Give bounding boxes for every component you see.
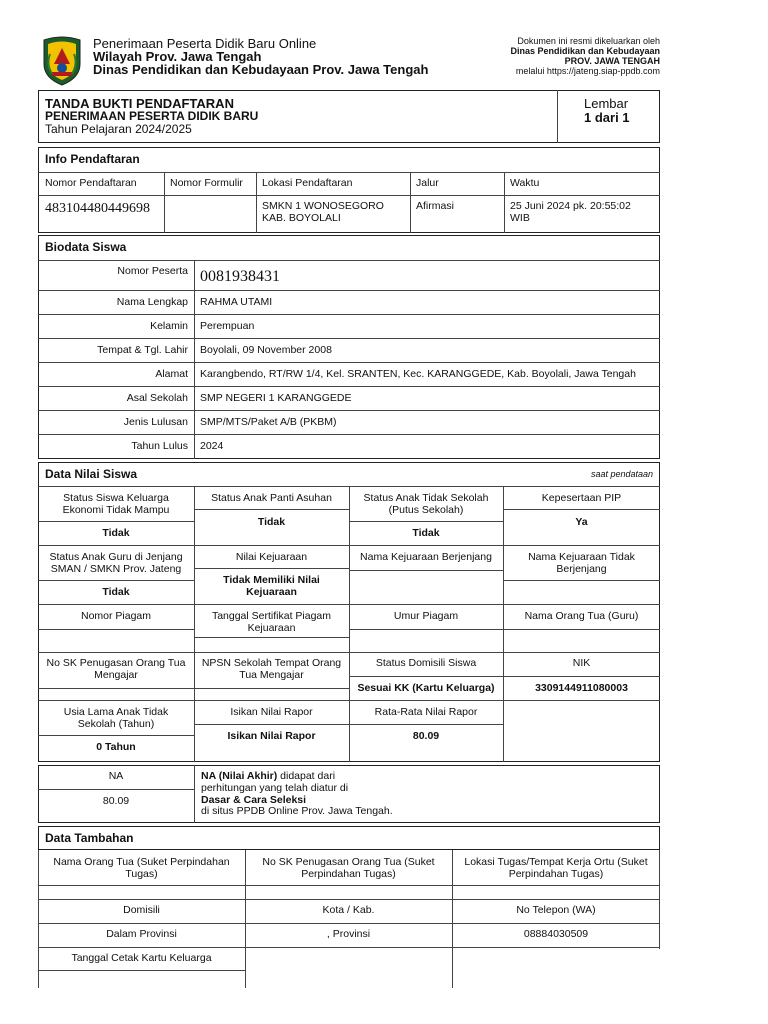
- nilai-value-putus-sekolah: Tidak: [412, 527, 440, 539]
- nilai-value-nik: 3309144911080003: [535, 682, 628, 694]
- bio-label-kelamin: Kelamin: [150, 320, 188, 332]
- bio-label-alamat: Alamat: [155, 368, 188, 380]
- title-line3: Tahun Pelajaran 2024/2025: [45, 122, 192, 136]
- issuer-line4: melalui https://jateng.siap-ppdb.com: [515, 66, 660, 76]
- nilai-label-usia-tidak-sekolah: Usia Lama Anak Tidak Sekolah (Tahun): [63, 706, 169, 730]
- tambahan-header-lokasi-tugas: Lokasi Tugas/Tempat Kerja Ortu (Suket Perpindahan Tugas): [464, 856, 648, 880]
- nilai-label-isikan-rapor: Isikan Nilai Rapor: [230, 706, 313, 718]
- nilai-value-anak-guru: Tidak: [102, 586, 130, 598]
- nilai-label-panti: Status Anak Panti Asuhan: [211, 492, 332, 504]
- logo: [40, 34, 84, 86]
- tambahan-value-telepon: 08884030509: [523, 928, 589, 940]
- info-section-title: Info Pendaftaran: [45, 152, 140, 166]
- bio-label-nomor-peserta: Nomor Peserta: [117, 265, 188, 277]
- nilai-value-pip: Ya: [575, 516, 588, 528]
- info-header-nomor-formulir: Nomor Formulir: [170, 177, 243, 189]
- bio-value-tahun-lulus: 2024: [200, 440, 224, 452]
- bio-value-asal-sekolah: SMP NEGERI 1 KARANGGEDE: [200, 392, 352, 404]
- na-note-bold2: Dasar & Cara Seleksi: [201, 793, 307, 806]
- na-note-text1: didapat dari: [277, 770, 336, 782]
- tambahan-header-tanggal-cetak-kk: Tanggal Cetak Kartu Keluarga: [71, 952, 212, 964]
- bio-value-nomor-peserta: 0081938431: [200, 268, 280, 285]
- nilai-note: saat pendataan: [590, 469, 653, 479]
- tambahan-header-telepon: No Telepon (WA): [516, 904, 596, 916]
- nilai-label-putus-sekolah: Status Anak Tidak Sekolah (Putus Sekolah): [363, 492, 489, 516]
- lembar-value: 1 dari 1: [584, 110, 630, 125]
- waktu-value: 25 Juni 2024 pk. 20:55:02 WIB: [510, 200, 631, 224]
- tambahan-header-sk-ortu: No SK Penugasan Orang Tua (Suket Perpindahan Tugas): [262, 856, 435, 880]
- issuer-line1: Dokumen ini resmi dikeluarkan oleh: [517, 36, 660, 46]
- bio-label-ttl: Tempat & Tgl. Lahir: [97, 344, 188, 356]
- issuer-line3: PROV. JAWA TENGAH: [564, 56, 660, 66]
- bio-label-tahun-lulus: Tahun Lulus: [131, 440, 188, 452]
- nomor-pendaftaran-value: 483104480449698: [45, 201, 150, 216]
- info-header-jalur: Jalur: [416, 177, 439, 189]
- jalur-value: Afirmasi: [416, 200, 454, 212]
- nilai-label-rata-rapor: Rata-Rata Nilai Rapor: [374, 706, 478, 718]
- bio-value-kelamin: Perempuan: [200, 320, 255, 332]
- nilai-label-kejuaraan-tidak-berjenjang: Nama Kejuaraan Tidak Berjenjang: [528, 551, 635, 575]
- nilai-label-tanggal-piagam: Tanggal Sertifikat Piagam Kejuaraan: [211, 610, 332, 634]
- bio-label-nama: Nama Lengkap: [116, 296, 188, 308]
- bio-value-ttl: Boyolali, 09 November 2008: [200, 344, 332, 356]
- nilai-value-isikan-rapor: Isikan Nilai Rapor: [227, 730, 316, 742]
- nilai-label-nomor-piagam: Nomor Piagam: [80, 610, 152, 622]
- nilai-label-anak-guru: Status Anak Guru di Jenjang SMAN / SMKN Prov. Jateng: [49, 551, 183, 575]
- info-header-nomor-pendaftaran: Nomor Pendaftaran: [45, 177, 137, 189]
- bio-label-asal-sekolah: Asal Sekolah: [126, 392, 188, 404]
- tambahan-section-title: Data Tambahan: [45, 831, 134, 845]
- tambahan-value-kota: , Provinsi: [326, 928, 371, 940]
- nilai-label-pip: Kepesertaan PIP: [541, 492, 622, 504]
- lembar-label: Lembar: [584, 96, 629, 111]
- biodata-section-title: Biodata Siswa: [45, 240, 127, 254]
- issuer-line2: Dinas Pendidikan dan Kebudayaan: [510, 46, 660, 56]
- nilai-label-nama-ortu-guru: Nama Orang Tua (Guru): [524, 610, 639, 622]
- nilai-label-kejuaraan: Nilai Kejuaraan: [235, 551, 308, 563]
- na-note: [201, 771, 393, 818]
- nilai-value-panti: Tidak: [257, 516, 286, 528]
- tambahan-header-kota: Kota / Kab.: [322, 904, 375, 916]
- info-header-lokasi: Lokasi Pendaftaran: [262, 177, 353, 189]
- nilai-label-umur-piagam: Umur Piagam: [393, 610, 459, 622]
- nilai-label-ekonomi: Status Siswa Keluarga Ekonomi Tidak Mampu: [62, 492, 170, 516]
- info-header-waktu: Waktu: [510, 177, 540, 189]
- na-note-bold1: NA (Nilai Akhir): [201, 770, 278, 782]
- tambahan-header-nama-ortu: Nama Orang Tua (Suket Perpindahan Tugas): [53, 856, 230, 880]
- na-label: NA: [108, 770, 124, 782]
- nilai-value-rata-rapor: 80.09: [412, 730, 440, 742]
- nilai-label-nik: NIK: [572, 657, 591, 669]
- bio-label-jenis-lulusan: Jenis Lulusan: [123, 416, 188, 428]
- title-line1: TANDA BUKTI PENDAFTARAN: [45, 96, 234, 111]
- title-line2: PENERIMAAN PESERTA DIDIK BARU: [45, 109, 259, 123]
- tambahan-value-domisili: Dalam Provinsi: [106, 928, 177, 940]
- header-line2: Wilayah Prov. Jawa Tengah: [93, 49, 262, 64]
- nilai-label-npsn: NPSN Sekolah Tempat Orang Tua Mengajar: [201, 657, 342, 681]
- na-value: 80.09: [102, 795, 130, 807]
- nilai-label-domisili: Status Domisili Siswa: [375, 657, 477, 669]
- header-line3: Dinas Pendidikan dan Kebudayaan Prov. Jawa Tengah: [93, 62, 429, 77]
- na-note-text2: perhitungan yang telah diatur di: [201, 781, 349, 794]
- lokasi-value: SMKN 1 WONOSEGORO KAB. BOYOLALI: [262, 200, 384, 224]
- nilai-section-title: Data Nilai Siswa: [45, 467, 138, 481]
- bio-value-alamat: Karangbendo, RT/RW 1/4, Kel. SRANTEN, Kec. KARANGGEDE, Kab. Boyolali, Jawa Tengah: [200, 368, 636, 380]
- nilai-value-usia-tidak-sekolah: 0 Tahun: [96, 741, 136, 753]
- bio-value-jenis-lulusan: SMP/MTS/Paket A/B (PKBM): [200, 416, 337, 428]
- header-line1: Penerimaan Peserta Didik Baru Online: [93, 36, 317, 51]
- tambahan-header-domisili: Domisili: [123, 904, 160, 916]
- bio-value-nama: RAHMA UTAMI: [200, 296, 273, 308]
- nilai-label-sk-penugasan: No SK Penugasan Orang Tua Mengajar: [46, 657, 186, 681]
- na-note-text3: di situs PPDB Online Prov. Jawa Tengah.: [201, 805, 393, 818]
- nilai-label-kejuaraan-berjenjang: Nama Kejuaraan Berjenjang: [360, 551, 492, 563]
- nilai-value-domisili: Sesuai KK (Kartu Keluarga): [357, 682, 495, 694]
- nilai-value-ekonomi: Tidak: [102, 527, 130, 539]
- nilai-value-kejuaraan: Tidak Memiliki Nilai Kejuaraan: [223, 574, 320, 598]
